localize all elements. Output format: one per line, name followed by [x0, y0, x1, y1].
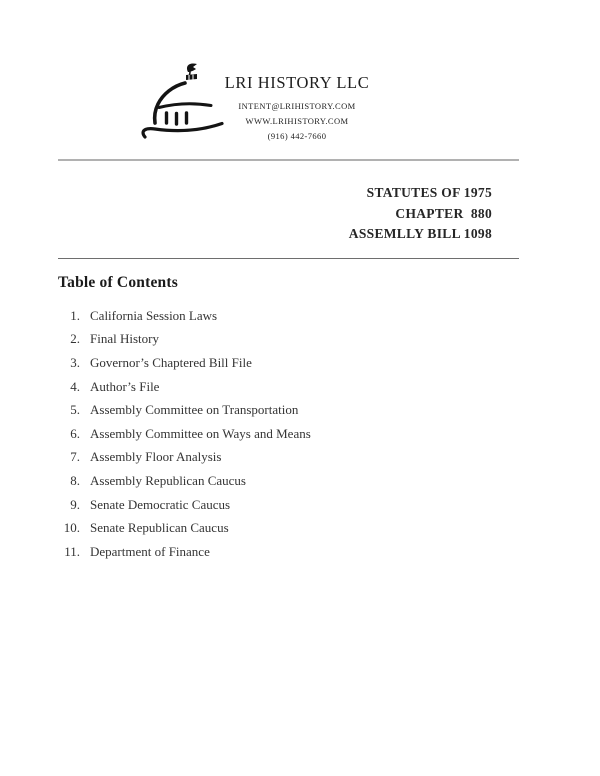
statute-bill: ASSEMLLY BILL 1098 [348, 226, 492, 241]
toc-item-number: 8. [70, 472, 80, 488]
toc-item-number: 3. [70, 354, 80, 370]
toc-item-number: 9. [70, 496, 80, 512]
toc-item-label: Final History [90, 331, 159, 347]
header-divider [58, 159, 519, 161]
toc-item [47, 328, 311, 352]
toc-item [47, 493, 311, 517]
company-website: WWW.LRIHISTORY.COM [245, 116, 349, 126]
toc-title: Table of Contents [58, 274, 178, 291]
toc-item [47, 351, 311, 375]
toc-item-number: 11. [64, 543, 80, 559]
toc-item [47, 446, 311, 470]
letterhead [0, 73, 594, 147]
toc-item-label: Department of Finance [90, 543, 210, 559]
toc-item-number: 5. [70, 402, 80, 418]
toc-item [47, 375, 311, 399]
toc-item-number: 7. [70, 449, 80, 465]
toc-item-label: Assembly Republican Caucus [90, 472, 246, 488]
toc-item-label: California Session Laws [90, 307, 218, 323]
statutes-divider [58, 258, 519, 259]
company-name: LRI HISTORY LLC [224, 73, 370, 92]
toc-item [47, 304, 311, 328]
toc-item [47, 422, 311, 446]
toc-item-label: Assembly Committee on Transportation [90, 402, 299, 418]
toc-item [47, 540, 311, 564]
statute-reference-block [349, 183, 492, 245]
toc-item-number: 1. [70, 307, 80, 323]
toc-item-label: Governor’s Chaptered Bill File [90, 354, 252, 370]
toc-item [47, 398, 311, 422]
toc-item-label: Senate Republican Caucus [90, 520, 229, 536]
toc-item-label: Assembly Committee on Ways and Means [90, 425, 311, 441]
toc-list [47, 304, 311, 564]
toc-item [47, 516, 311, 540]
toc-item [47, 469, 311, 493]
statute-year: STATUTES OF 1975 [366, 185, 492, 200]
toc-item-label: Assembly Floor Analysis [90, 449, 222, 465]
toc-item-number: 6. [70, 425, 80, 441]
toc-item-label: Senate Democratic Caucus [90, 496, 231, 512]
toc-item-number: 2. [70, 331, 80, 347]
company-phone: (916) 442-7660 [267, 131, 327, 141]
toc-item-number: 10. [63, 520, 80, 536]
toc-item-label: Author’s File [90, 378, 160, 394]
statute-chapter: CHAPTER 880 [395, 205, 492, 221]
toc-item-number: 4. [70, 378, 80, 394]
company-email: INTENT@LRIHISTORY.COM [238, 101, 356, 111]
